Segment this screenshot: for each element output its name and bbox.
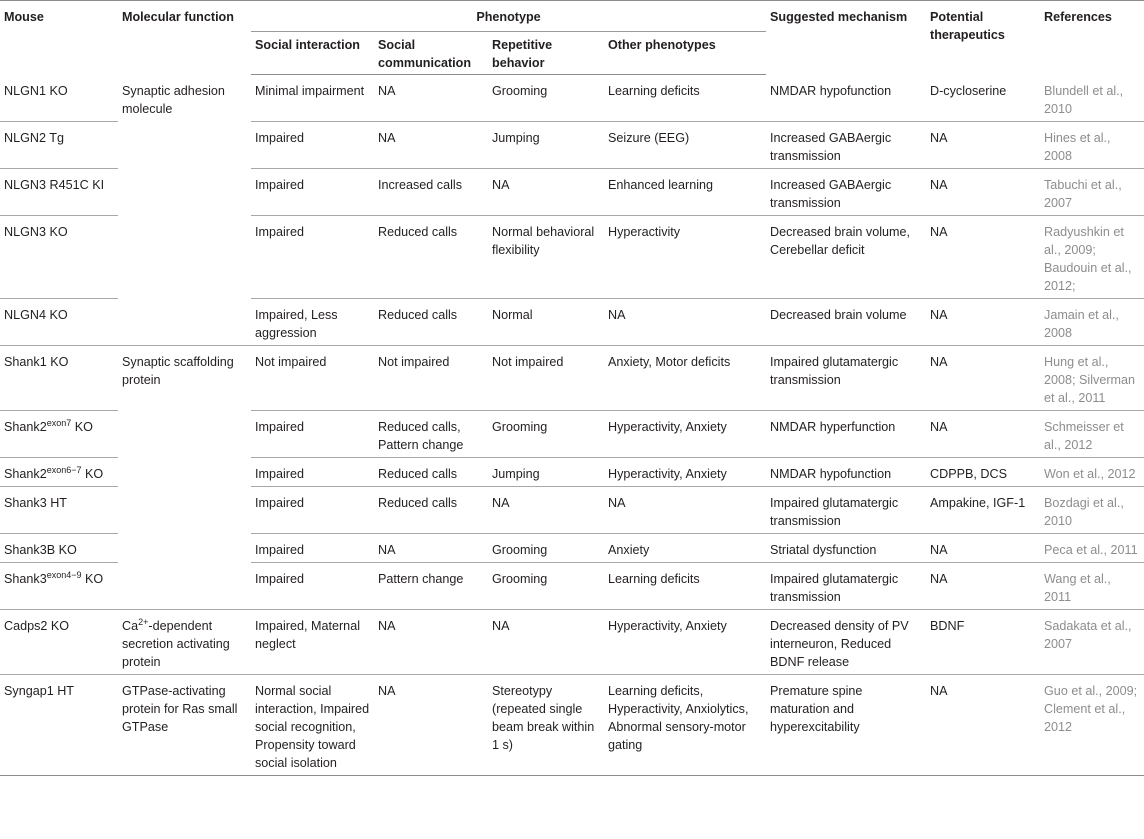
cell-comm: NA bbox=[378, 683, 396, 698]
cell-other: Hyperactivity bbox=[608, 224, 681, 239]
cell-rep: Grooming bbox=[492, 571, 548, 586]
cell-mech: NMDAR hypofunction bbox=[770, 466, 892, 481]
header-potential-therapeutics: Potential therapeutics bbox=[926, 1, 1040, 75]
header-mouse: Mouse bbox=[0, 1, 118, 75]
cell-social: Impaired, Maternal neglect bbox=[255, 618, 360, 651]
cell-rep: Grooming bbox=[492, 419, 548, 434]
cell-social: Impaired bbox=[255, 466, 304, 481]
cell-mouse: Cadps2 KO bbox=[4, 618, 70, 633]
cell-other: NA bbox=[608, 307, 626, 322]
cell-other: Anxiety, Motor deficits bbox=[608, 354, 731, 369]
cell-ref: Wang et al., 2011 bbox=[1044, 571, 1111, 604]
cell-ther: NA bbox=[930, 130, 948, 145]
cell-mech: Impaired glutamatergic transmission bbox=[770, 354, 899, 387]
cell-comm: Reduced calls, Pattern change bbox=[378, 419, 464, 452]
cell-social: Impaired bbox=[255, 224, 304, 239]
cell-molecular-function: Synaptic adhesion molecule bbox=[122, 83, 225, 116]
cell-other: Learning deficits bbox=[608, 84, 700, 98]
cell-social: Impaired bbox=[255, 495, 304, 510]
cell-comm: NA bbox=[378, 130, 396, 145]
cell-ref: Hung et al., 2008; Silverman et al., 2011 bbox=[1044, 354, 1136, 405]
cell-ther: NA bbox=[930, 354, 948, 369]
cell-rep: Stereotypy (repeated single beam break within 1 s) bbox=[492, 683, 595, 752]
cell-ref: Schmeisser et al., 2012 bbox=[1044, 419, 1124, 452]
cell-mouse: Syngap1 HT bbox=[4, 683, 75, 698]
cell-social: Impaired, Less aggression bbox=[255, 307, 338, 340]
cell-ref: Jamain et al., 2008 bbox=[1044, 307, 1119, 340]
header-social-communication: Social communication bbox=[374, 32, 488, 75]
cell-social: Impaired bbox=[255, 542, 304, 557]
cell-mouse: NLGN4 KO bbox=[4, 307, 68, 322]
cell-other: Enhanced learning bbox=[608, 177, 714, 192]
cell-social: Impaired bbox=[255, 571, 304, 586]
cell-mouse: $Shank2^{exon7}$ KO bbox=[4, 417, 93, 434]
cell-mech: Premature spine maturation and hyperexcitability bbox=[770, 683, 863, 734]
cell-molecular-function: GTPase-activating protein for Ras small GTPase bbox=[122, 683, 238, 734]
cell-mech: Decreased density of PV interneuron, Reduced BDNF release bbox=[770, 618, 909, 669]
cell-other: Anxiety bbox=[608, 542, 650, 557]
cell-mouse: Shank3 HT bbox=[4, 495, 67, 510]
cell-rep: Normal bbox=[492, 307, 533, 322]
cell-ther: NA bbox=[930, 571, 948, 586]
cell-mouse: NLGN2 Tg bbox=[4, 130, 64, 145]
cell-social: Impaired bbox=[255, 130, 304, 145]
cell-mouse: NLGN3 KO bbox=[4, 224, 68, 239]
header-repetitive-behavior: Repetitive behavior bbox=[488, 32, 604, 75]
cell-ther: NA bbox=[930, 177, 948, 192]
table-row bbox=[0, 674, 1144, 775]
header-molecular-function: Molecular function bbox=[118, 1, 251, 75]
cell-other: NA bbox=[608, 495, 626, 510]
cell-other: Hyperactivity, Anxiety bbox=[608, 419, 727, 434]
cell-comm: NA bbox=[378, 84, 396, 98]
cell-ther: NA bbox=[930, 307, 948, 322]
cell-comm: Increased calls bbox=[378, 177, 462, 192]
cell-ther: NA bbox=[930, 224, 948, 239]
cell-social: Normal social interaction, Impaired social recognition, Propensity toward social isolation bbox=[255, 683, 370, 770]
cell-comm: Reduced calls bbox=[378, 495, 458, 510]
cell-mouse: NLGN3 R451C KI bbox=[4, 177, 105, 192]
cell-mouse: $Shank3^{exon4-9}$ KO bbox=[4, 569, 104, 586]
cell-mech: Striatal dysfunction bbox=[770, 542, 877, 557]
cell-comm: NA bbox=[378, 618, 396, 633]
cell-ref: Tabuchi et al., 2007 bbox=[1044, 177, 1122, 210]
cell-ref: Won et al., 2012 bbox=[1044, 466, 1136, 481]
header-other-phenotypes: Other phenotypes bbox=[604, 32, 766, 75]
cell-comm: Pattern change bbox=[378, 571, 464, 586]
cell-rep: Grooming bbox=[492, 84, 548, 98]
table-row bbox=[0, 75, 1144, 122]
cell-mech: NMDAR hypofunction bbox=[770, 83, 892, 98]
cell-mech: Decreased brain volume, Cerebellar deficit bbox=[770, 224, 911, 257]
cell-ref: Hines et al., 2008 bbox=[1044, 130, 1111, 163]
cell-ref: Sadakata et al., 2007 bbox=[1044, 618, 1132, 651]
cell-rep: NA bbox=[492, 495, 510, 510]
cell-ther: D-cycloserine bbox=[930, 83, 1007, 98]
cell-mouse: NLGN1 KO bbox=[4, 83, 68, 98]
header-social-interaction: Social interaction bbox=[251, 32, 374, 75]
cell-social: Not impaired bbox=[255, 354, 327, 369]
cell-social: Impaired bbox=[255, 419, 304, 434]
cell-ref: Peca et al., 2011 bbox=[1044, 542, 1138, 557]
cell-ther: BDNF bbox=[930, 618, 965, 633]
cell-rep: Not impaired bbox=[492, 354, 564, 369]
cell-ref: Blundell et al., 2010 bbox=[1044, 83, 1124, 116]
cell-ther: CDPPB, DCS bbox=[930, 466, 1007, 481]
cell-rep: Normal behavioral flexibility bbox=[492, 224, 595, 257]
cell-comm: Not impaired bbox=[378, 354, 450, 369]
table-row bbox=[0, 345, 1144, 410]
cell-social: Impaired bbox=[255, 177, 304, 192]
cell-social: Minimal impairment bbox=[255, 84, 365, 98]
cell-ref: Bozdagi et al., 2010 bbox=[1044, 495, 1124, 528]
cell-other: Hyperactivity, Anxiety bbox=[608, 466, 727, 481]
cell-mech: Increased GABAergic transmission bbox=[770, 177, 892, 210]
cell-mouse: Shank1 KO bbox=[4, 354, 69, 369]
cell-comm: Reduced calls bbox=[378, 466, 458, 481]
cell-ther: NA bbox=[930, 419, 948, 434]
header-phenotype: Phenotype bbox=[251, 1, 766, 32]
header-suggested-mechanism: Suggested mechanism bbox=[766, 1, 926, 75]
cell-rep: NA bbox=[492, 618, 510, 633]
cell-comm: NA bbox=[378, 542, 396, 557]
cell-molecular-function: $Ca^{2+}$-dependent secretion activating protein bbox=[122, 616, 230, 669]
header-row-1 bbox=[0, 1, 1144, 32]
cell-mech: Decreased brain volume bbox=[770, 307, 907, 322]
cell-mouse: Shank3B KO bbox=[4, 542, 77, 557]
cell-ther: NA bbox=[930, 542, 948, 557]
cell-comm: Reduced calls bbox=[378, 307, 458, 322]
cell-other: Seizure (EEG) bbox=[608, 130, 690, 145]
cell-ther: NA bbox=[930, 683, 948, 698]
cell-mech: Impaired glutamatergic transmission bbox=[770, 571, 899, 604]
cell-molecular-function: Synaptic scaffolding protein bbox=[122, 354, 234, 387]
table-row bbox=[0, 609, 1144, 674]
cell-rep: Grooming bbox=[492, 542, 548, 557]
cell-rep: NA bbox=[492, 177, 510, 192]
cell-ref: Radyushkin et al., 2009; Baudouin et al., 2012; bbox=[1044, 224, 1132, 293]
cell-rep: Jumping bbox=[492, 130, 540, 145]
cell-other: Hyperactivity, Anxiety bbox=[608, 618, 727, 633]
cell-ref: Guo et al., 2009; Clement et al., 2012 bbox=[1044, 683, 1138, 734]
cell-mech: Impaired glutamatergic transmission bbox=[770, 495, 899, 528]
cell-mech: NMDAR hyperfunction bbox=[770, 419, 896, 434]
cell-mouse: $Shank2^{exon6-7}$ KO bbox=[4, 464, 104, 481]
cell-mech: Increased GABAergic transmission bbox=[770, 130, 892, 163]
cell-other: Learning deficits, Hyperactivity, Anxiolytics, Abnormal sensory-motor gating bbox=[608, 683, 749, 752]
cell-comm: Reduced calls bbox=[378, 224, 458, 239]
cell-other: Learning deficits bbox=[608, 571, 700, 586]
header-references: References bbox=[1040, 1, 1144, 75]
cell-rep: Jumping bbox=[492, 466, 540, 481]
cell-ther: Ampakine, IGF-1 bbox=[930, 495, 1026, 510]
